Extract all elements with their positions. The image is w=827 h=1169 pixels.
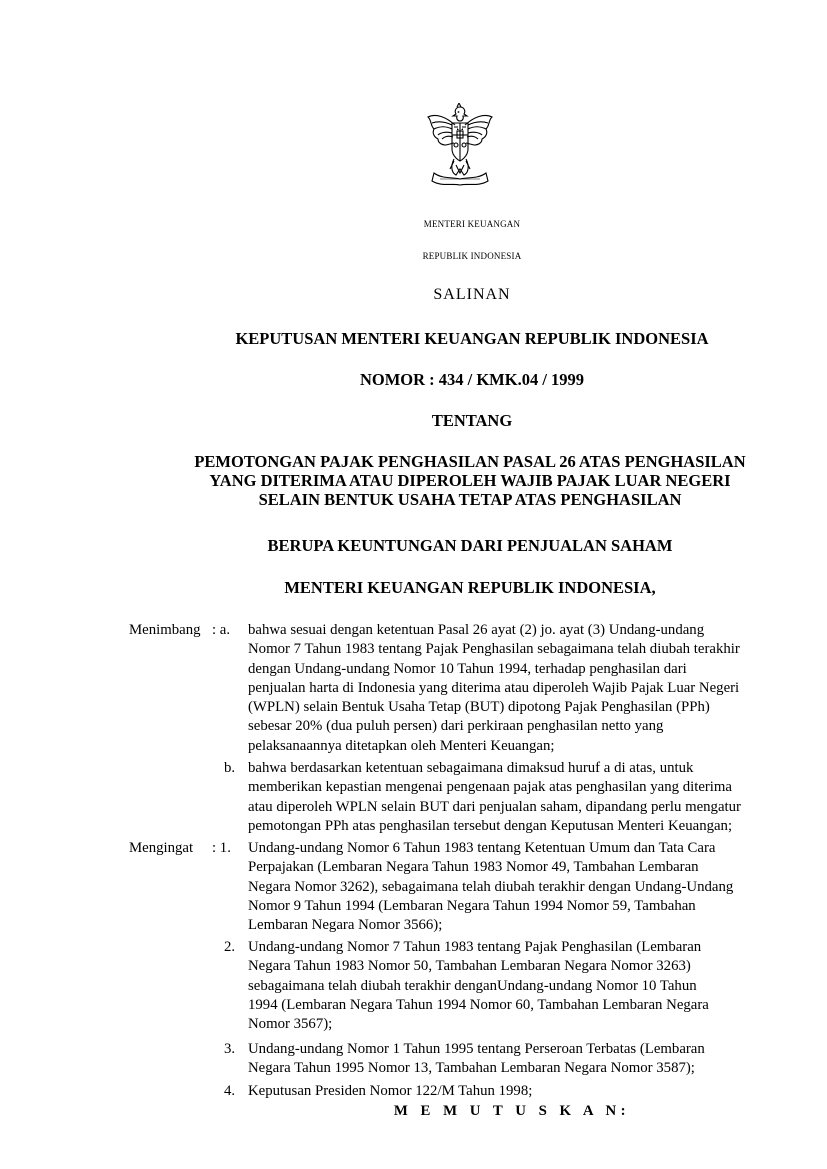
mengingat-item-2 — [248, 938, 808, 1034]
text-line: Nomor 7 Tahun 1983 tentang Pajak Penghasilan sebagaimana telah diubah terakhir — [248, 641, 740, 658]
item-marker: 3. — [224, 1041, 236, 1057]
text-line: Undang-undang Nomor 6 Tahun 1983 tentang Ketentuan Umum dan Tata Cara — [248, 840, 716, 856]
decree-number: NOMOR : 434 / KMK.04 / 1999 — [359, 370, 585, 389]
subject-tail: BERUPA KEUNTUNGAN DARI PENJUALAN SAHAM — [267, 536, 673, 555]
text-line: Nomor 9 Tahun 1994 (Lembaran Negara Tahun 1994 Nomor 59, Tambahan — [248, 897, 696, 914]
text-line: Negara Tahun 1983 Nomor 50, Tambahan Lembaran Negara Nomor 3263) — [248, 958, 691, 975]
garuda-emblem-icon — [426, 103, 494, 195]
mengingat-label: Mengingat — [129, 840, 194, 856]
decision-heading: M E M U T U S K A N: — [393, 1103, 631, 1119]
text-line: Perpajakan (Lembaran Negara Tahun 1983 Nomor 49, Tambahan Lembaran — [248, 859, 699, 876]
item-marker: : 1. — [212, 840, 231, 856]
text-line: Keputusan Presiden Nomor 122/M Tahun 1998; — [248, 1083, 533, 1099]
ministry-name: MENTERI KEUANGAN — [423, 219, 521, 229]
text-line: dengan Undang-undang Nomor 10 Tahun 1994, terhadap penghasilan dari — [248, 660, 687, 677]
decree-title: KEPUTUSAN MENTERI KEUANGAN REPUBLIK INDONESIA — [235, 329, 709, 348]
text-line: Nomor 3567); — [248, 1016, 333, 1033]
text-line: bahwa sesuai dengan ketentuan Pasal 26 ayat (2) jo. ayat (3) Undang-undang — [248, 622, 705, 638]
mengingat-item-1 — [248, 839, 808, 935]
text-line: Undang-undang Nomor 7 Tahun 1983 tentang Pajak Penghasilan (Lembaran — [248, 939, 702, 955]
text-line: Lembaran Negara Nomor 3566); — [248, 917, 443, 934]
text-line: penjualan harta di Indonesia yang diterima atau diperoleh Wajib Pajak Luar Negeri — [248, 679, 740, 696]
text-line: atau diperoleh WPLN selain BUT dari penjualan saham, dipandang perlu mengatur — [248, 798, 741, 815]
text-line: Negara Tahun 1995 Nomor 13, Tambahan Lembaran Negara Nomor 3587); — [248, 1060, 695, 1077]
item-marker: 2. — [224, 939, 236, 955]
copy-label: SALINAN — [433, 286, 511, 303]
text-line: memberikan kepastian mengenai pengenaan pajak atas penghasilan yang diterima — [248, 779, 732, 796]
menimbang-label: Menimbang — [129, 622, 201, 638]
about-label: TENTANG — [431, 411, 513, 430]
text-line: (WPLN) selain Bentuk Usaha Tetap (BUT) dipotong Pajak Penghasilan (PPh) — [248, 699, 710, 716]
text-line: sebesar 20% (dua puluh persen) dari perkiraan penghasilan netto yang — [248, 718, 664, 735]
subject-line: PEMOTONGAN PAJAK PENGHASILAN PASAL 26 ATAS PENGHASILAN — [194, 452, 746, 471]
item-marker: 4. — [224, 1083, 236, 1099]
mengingat-item-4 — [248, 1082, 808, 1101]
text-line: pelaksanaannya ditetapkan oleh Menteri Keuangan; — [248, 737, 555, 754]
text-line: 1994 (Lembaran Negara Tahun 1994 Nomor 60, Tambahan Lembaran Negara — [248, 996, 709, 1013]
text-line: bahwa berdasarkan ketentuan sebagaimana dimaksud huruf a di atas, untuk — [248, 760, 694, 776]
text-line: sebagaimana telah diubah terakhir denganUndang-undang Nomor 10 Tahun — [248, 977, 697, 994]
text-line: Undang-undang Nomor 1 Tahun 1995 tentang Perseroan Terbatas (Lembaran — [248, 1041, 705, 1057]
item-marker: b. — [224, 760, 236, 776]
text-line: Negara Nomor 3262), sebagaimana telah diubah terakhir dengan Undang-Undang — [248, 878, 734, 895]
subject-line: SELAIN BENTUK USAHA TETAP ATAS PENGHASILAN — [258, 490, 682, 509]
decree-subject — [130, 452, 810, 509]
subject-line: YANG DITERIMA ATAU DIPEROLEH WAJIB PAJAK LUAR NEGERI — [209, 471, 731, 490]
item-marker: : a. — [212, 622, 231, 638]
mengingat-item-3 — [248, 1040, 808, 1079]
issuer: MENTERI KEUANGAN REPUBLIK INDONESIA, — [284, 578, 656, 597]
menimbang-item-a — [248, 621, 808, 756]
country-name: REPUBLIK INDONESIA — [422, 251, 522, 261]
text-line: pemotongan PPh atas penghasilan tersebut dengan Keputusan Menteri Keuangan; — [248, 817, 733, 834]
menimbang-item-b — [248, 759, 808, 836]
